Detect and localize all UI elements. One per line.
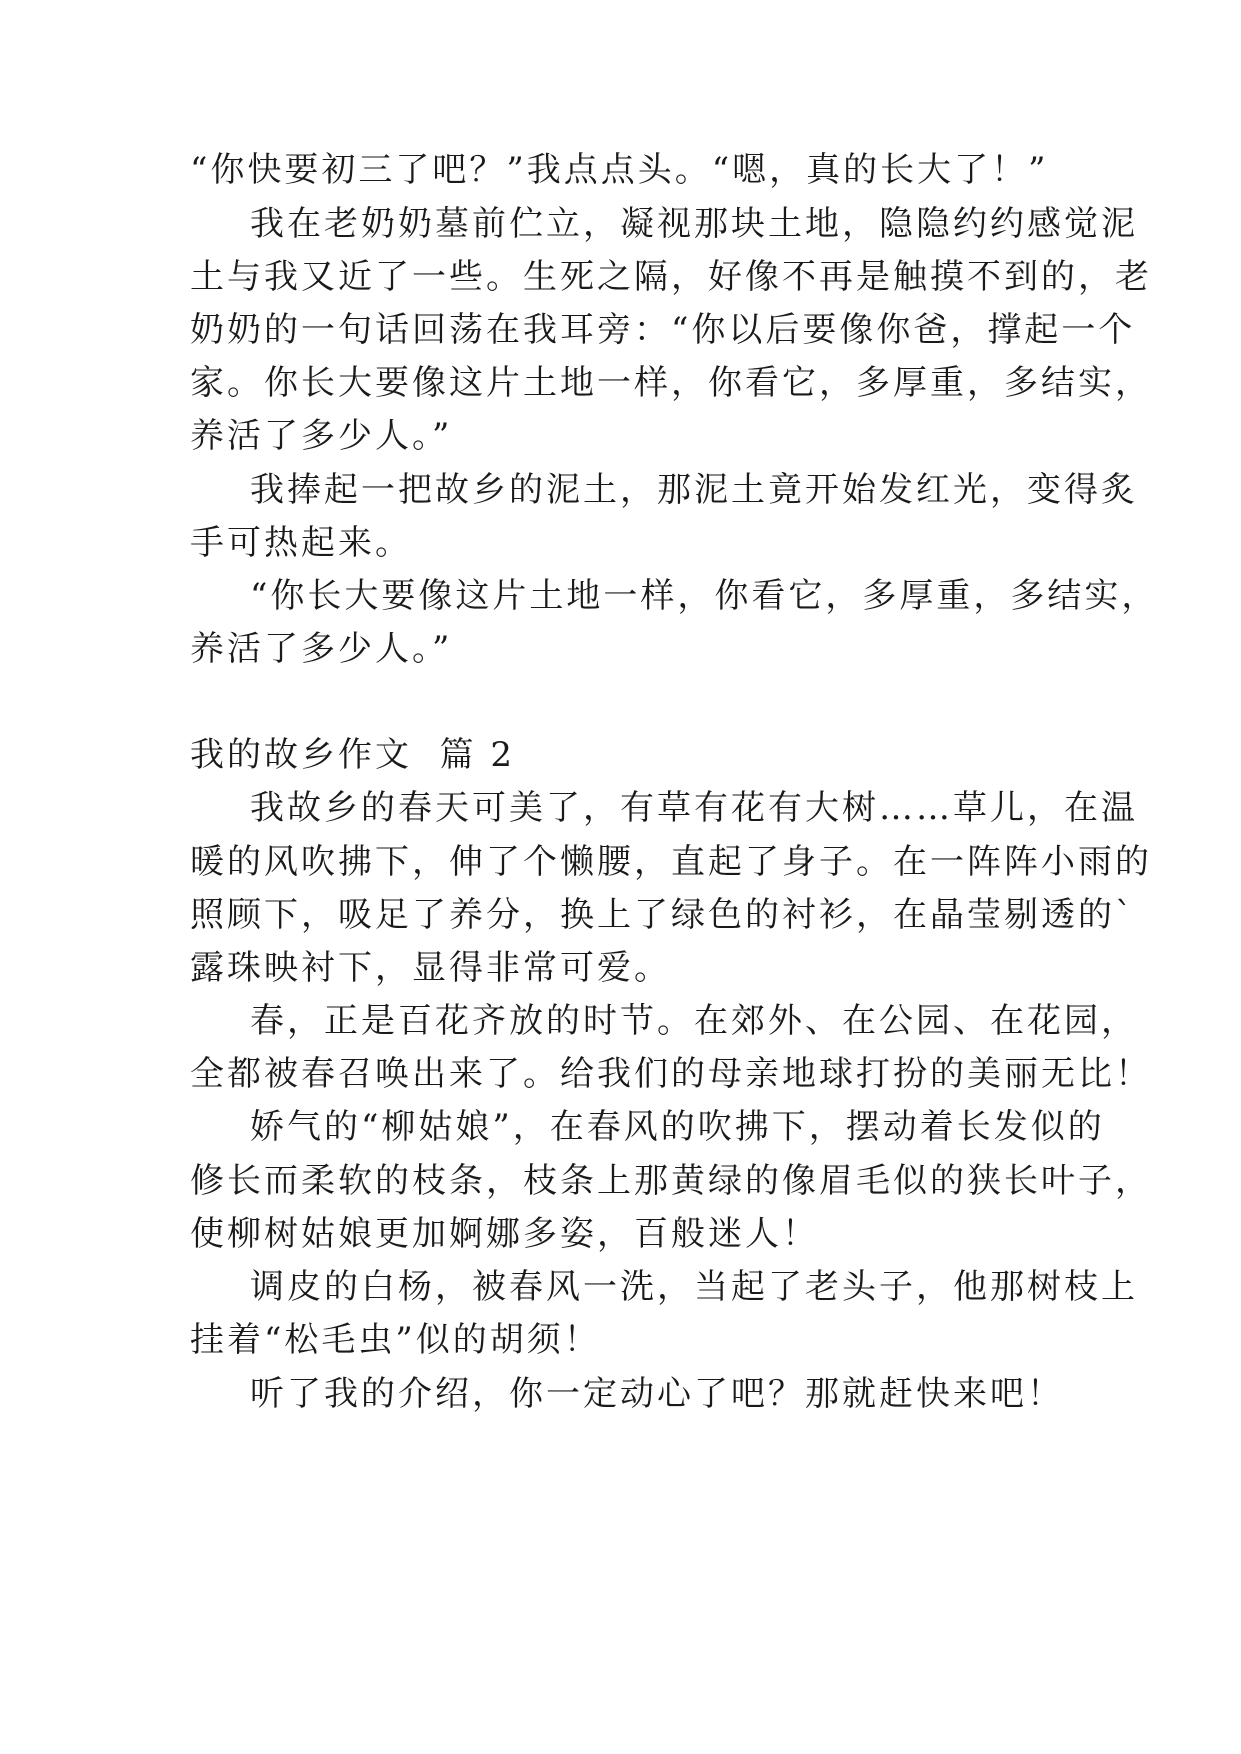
text-line: 暖的风吹拂下，伸了个懒腰，直起了身子。在一阵阵小雨的 — [190, 842, 1152, 882]
text-line: 土与我又近了一些。生死之隔，好像不再是触摸不到的，老 — [190, 257, 1152, 297]
text-line: 修长而柔软的枝条，枝条上那黄绿的像眉毛似的狭长叶子， — [190, 1161, 1152, 1201]
text-line: 我在老奶奶墓前伫立，凝视那块土地，隐隐约约感觉泥 — [250, 204, 1138, 244]
text-line: 挂着“松毛虫”似的胡须！ — [190, 1320, 601, 1360]
text-line: 娇气的“柳姑娘”，在春风的吹拂下，摆动着长发似的 — [250, 1107, 1105, 1147]
section-heading: 我的故乡作文 篇 2 — [190, 735, 516, 775]
text-line: 照顾下，吸足了养分，换上了绿色的衬衫，在晶莹剔透的` — [190, 895, 1135, 935]
text-line: 调皮的白杨，被春风一洗，当起了老头子，他那树枝上 — [250, 1267, 1138, 1307]
text-line: 我捧起一把故乡的泥土，那泥土竟开始发红光，变得炙 — [250, 470, 1138, 510]
text-line: 露珠映衬下，显得非常可爱。 — [190, 948, 671, 988]
text-line: 家。你长大要像这片土地一样，你看它，多厚重，多结实， — [190, 363, 1152, 403]
text-line: 全都被春召唤出来了。给我们的母亲地球打扮的美丽无比！ — [190, 1054, 1152, 1094]
text-line: “你长大要像这片土地一样，你看它，多厚重，多结实， — [250, 576, 1159, 616]
text-line: 养活了多少人。” — [190, 629, 453, 669]
text-line: 听了我的介绍，你一定动心了吧？那就赶快来吧！ — [250, 1374, 1064, 1414]
text-line: “你快要初三了吧？”我点点头。“嗯，真的长大了！” — [190, 150, 1049, 190]
text-line: 养活了多少人。” — [190, 416, 453, 456]
text-line: 春，正是百花齐放的时节。在郊外、在公园、在花园， — [250, 1001, 1138, 1041]
text-line: 奶奶的一句话回荡在我耳旁：“你以后要像你爸，撑起一个 — [190, 310, 1136, 350]
text-line: 使柳树姑娘更加婀娜多姿，百般迷人！ — [190, 1214, 819, 1254]
text-line: 手可热起来。 — [190, 523, 412, 563]
text-line: 我故乡的春天可美了，有草有花有大树……草儿，在温 — [250, 788, 1138, 828]
